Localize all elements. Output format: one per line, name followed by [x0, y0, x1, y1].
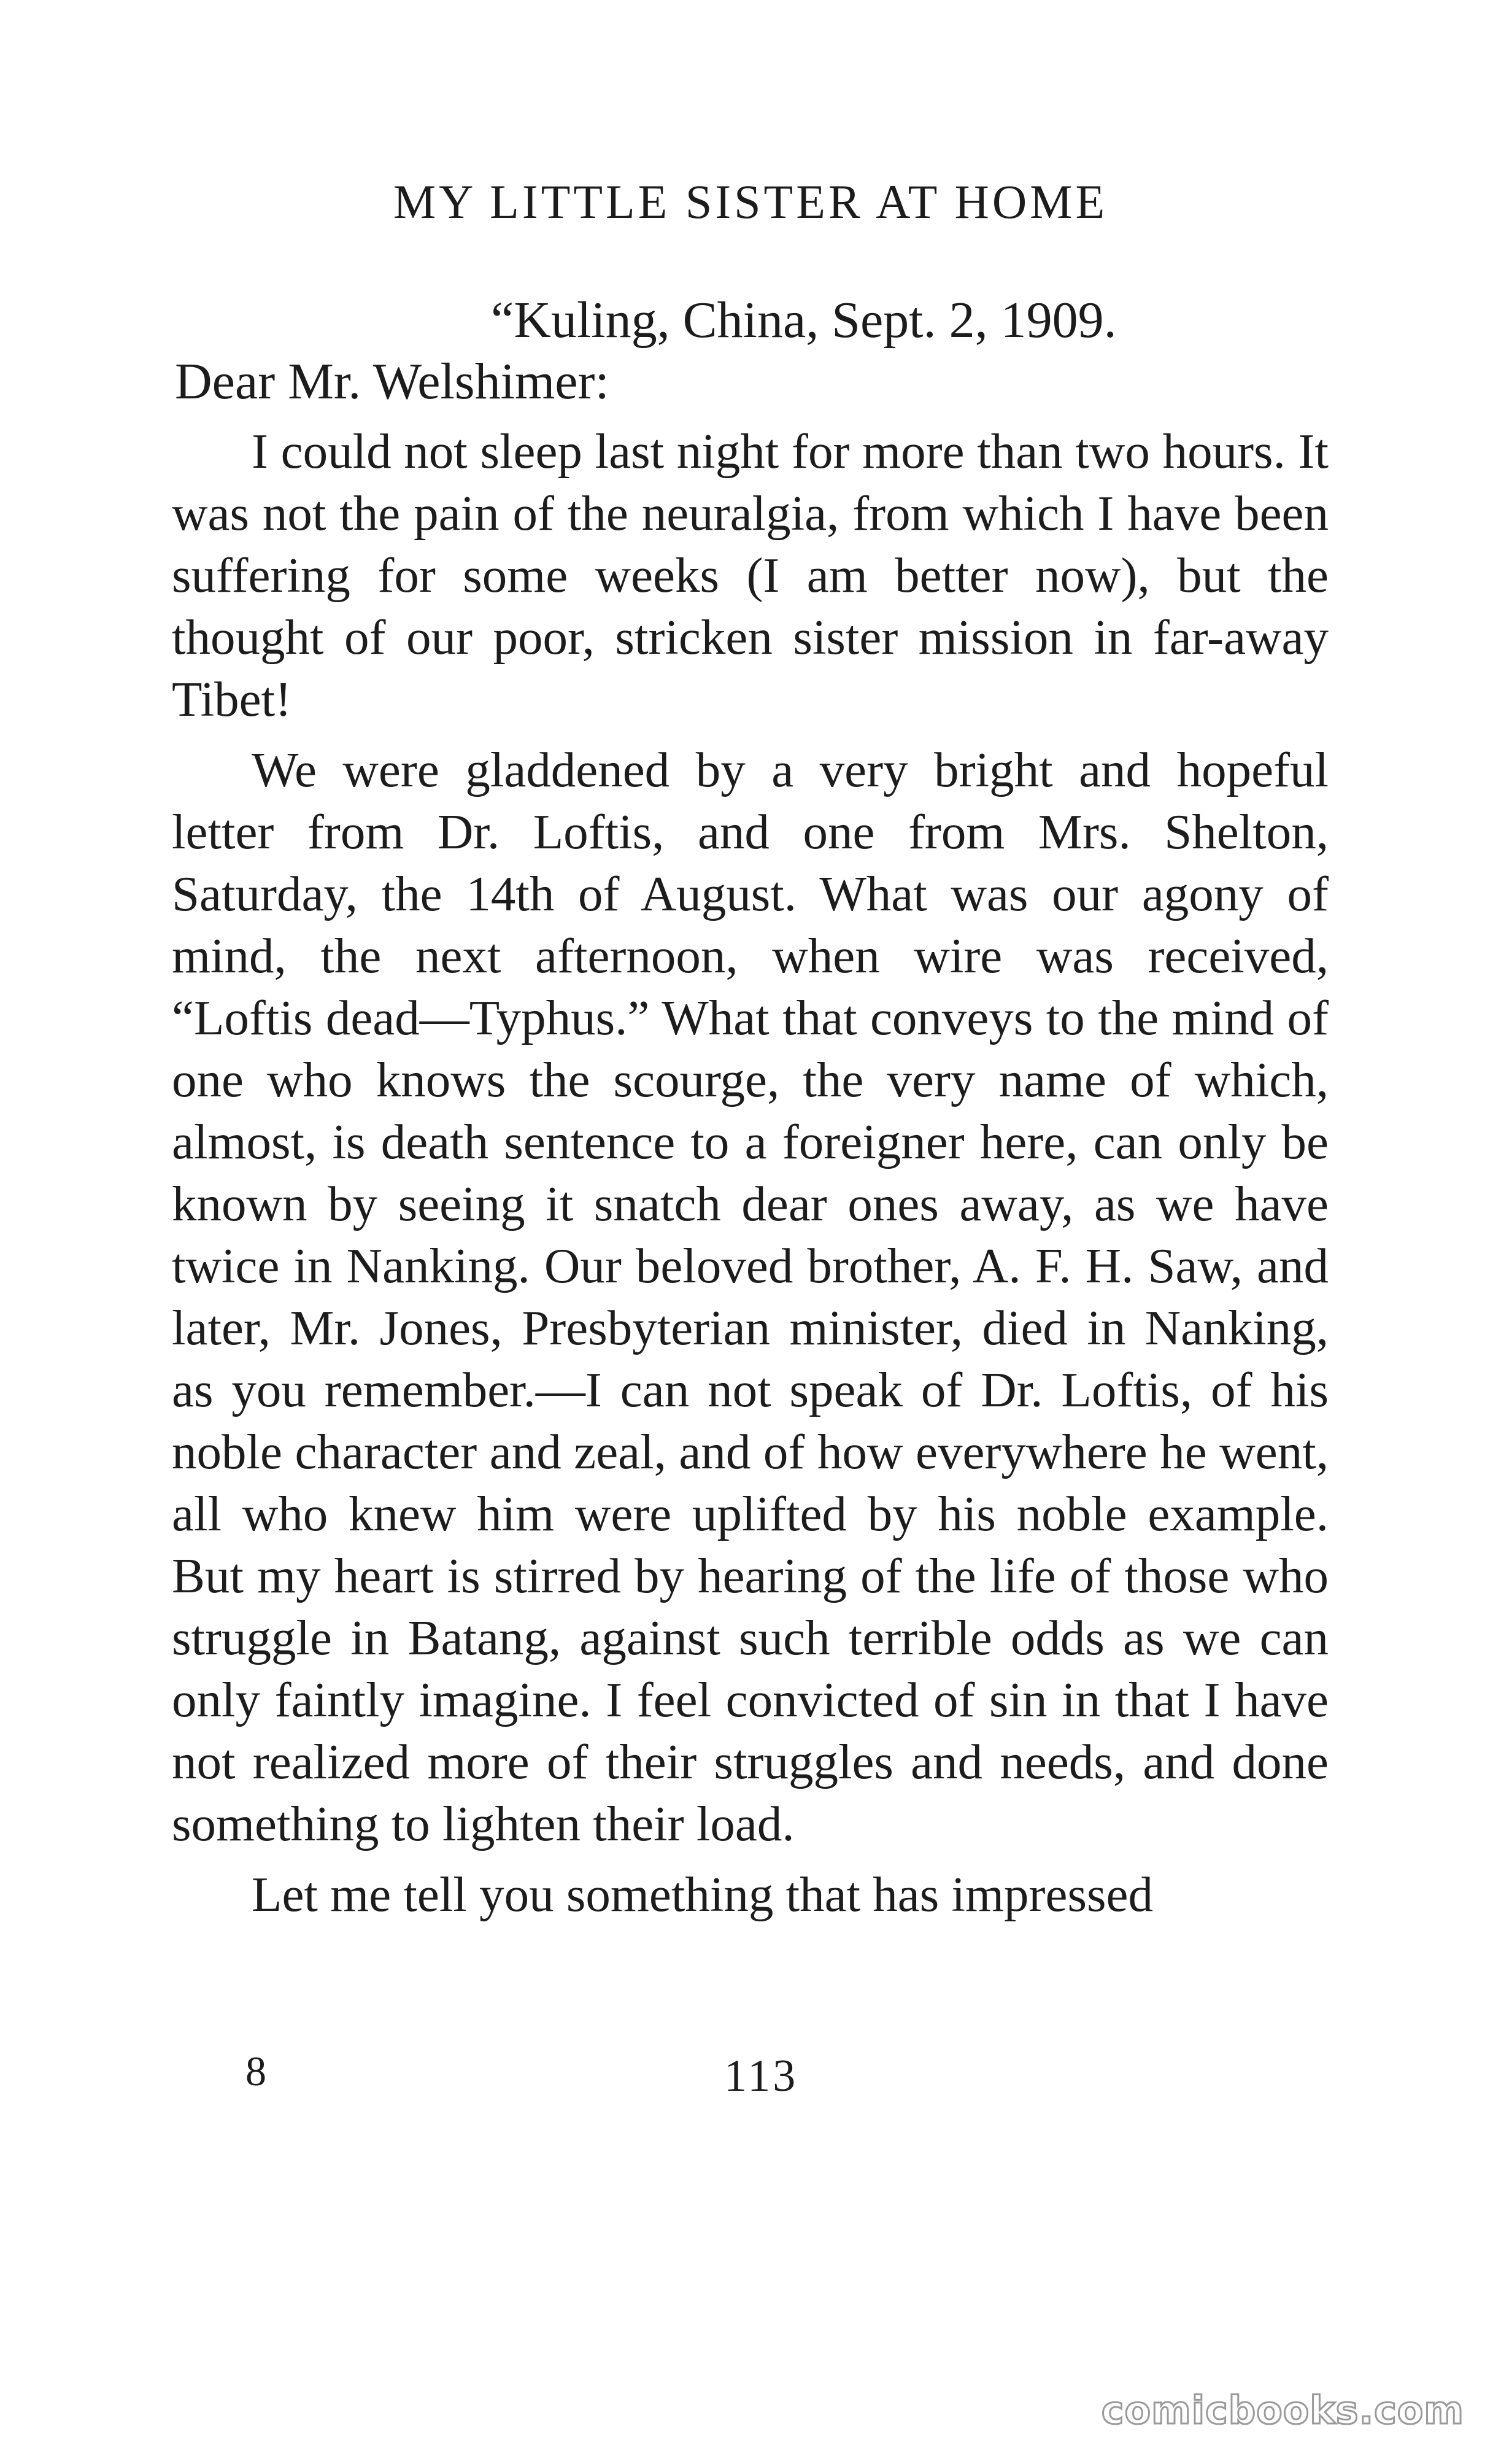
- letter-dateline: “Kuling, China, Sept. 2, 1909.: [491, 292, 1117, 349]
- signature-mark: 8: [245, 2048, 266, 2094]
- paragraph: We were gladdened by a very bright and hopeful letter from Dr. Loftis, and one from Mrs. Shelton, Saturday, the 14th of August. What was our agony of mind, the next afternoon, when wire was received, “Loftis dead—Typhus.” What that conveys to the mind of one who knows the scourge, the very name of which, almost, is death sentence to a foreigner here, can only be known by seeing it snatch dear ones away, as we have twice in Nanking. Our beloved brother, A. F. H. Saw, and later, Mr. Jones, Presbyterian minister, died in Nanking, as you remember.—I can not speak of Dr. Loftis, of his noble character and zeal, and of how everywhere he went, all who knew him were uplifted by his noble example. But my heart is stirred by hearing of the life of those who struggle in Batang, against such terrible odds as we can only faintly imagine. I feel convicted of sin in that I have not realized more of their struggles and needs, and done something to lighten their load.: [172, 742, 1329, 1851]
- page-number: 113: [724, 2051, 798, 2101]
- running-head: MY LITTLE SISTER AT HOME: [393, 175, 1108, 228]
- paragraph: Let me tell you something that has impressed: [252, 1867, 1153, 1922]
- letter-body: [172, 420, 1329, 1926]
- watermark: comicbooks.com: [1101, 2388, 1464, 2433]
- letter-salutation: Dear Mr. Welshimer:: [175, 353, 609, 410]
- paragraph: I could not sleep last night for more than two hours. It was not the pain of the neuralgia, from which I have been suffering for some weeks (I am better now), but the thought of our poor, stricken sister mission in far-away Tibet!: [172, 424, 1329, 727]
